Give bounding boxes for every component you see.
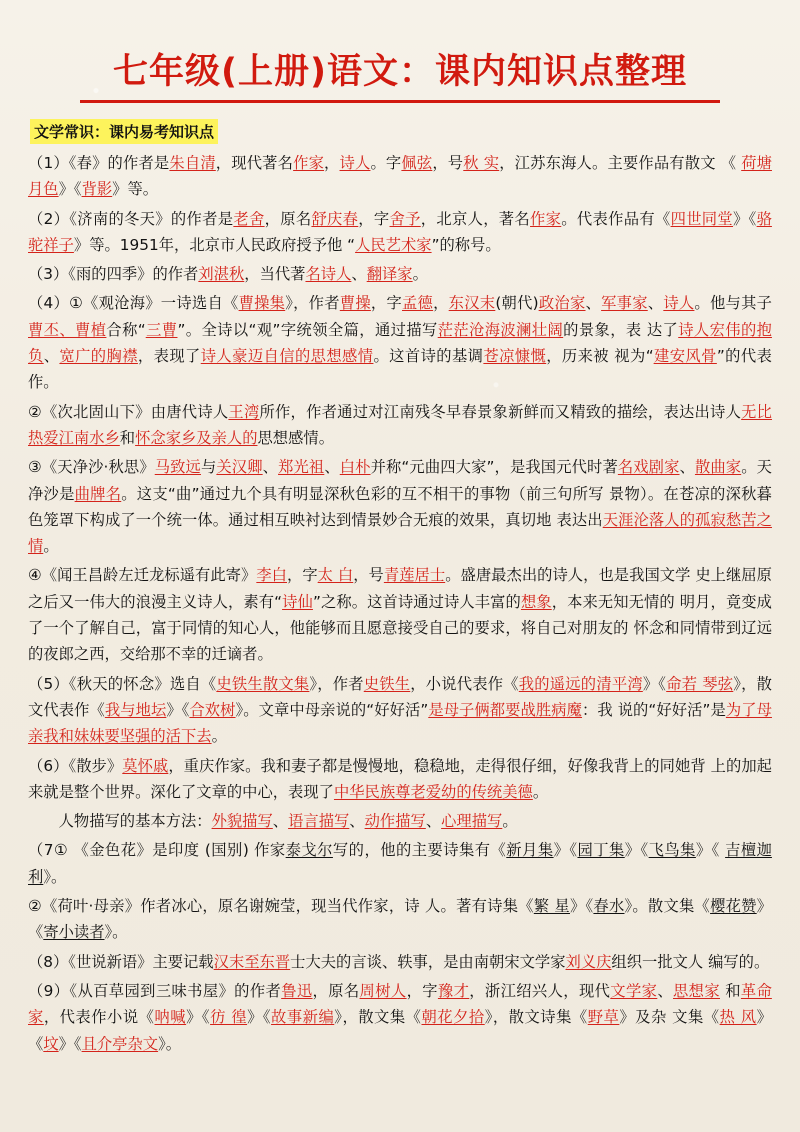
text-run: （7① 《金色花》是印度 (国别) 作家	[28, 841, 286, 860]
highlight-term: 想象	[520, 592, 552, 611]
text-run: 、	[425, 812, 442, 831]
highlight-term: 呐喊	[154, 1008, 187, 1027]
document-body	[28, 150, 772, 1057]
highlight-term: 军事家	[601, 294, 648, 313]
highlight-term: 怀念家乡及亲人的	[135, 428, 258, 447]
page-title: 七年级(上册)语文：课内知识点整理	[113, 52, 687, 92]
text-run: 》。散文集《	[624, 897, 711, 916]
text-run: ，表现了	[137, 347, 201, 366]
text-run: 、	[657, 981, 673, 1000]
text-run: 。字	[370, 154, 402, 172]
text-run: 。	[211, 727, 227, 746]
highlight-term: 春水	[593, 897, 625, 916]
highlight-term: 人民艺术家	[355, 235, 432, 254]
highlight-term: 背影	[81, 180, 113, 199]
text-run: 和	[720, 981, 741, 1000]
text-run: （9）《从百草园到三味书屋》的作者	[28, 981, 282, 1000]
highlight-term: 政治家	[538, 294, 586, 313]
highlight-term: 寄小读者	[43, 923, 105, 942]
text-run: 》《	[28, 897, 772, 942]
highlight-term: 周树人	[359, 981, 407, 1000]
highlight-term: 诗人宏伟的抱负	[28, 320, 772, 366]
text-run: （8）《世说新语》主要记载	[28, 952, 214, 971]
text-run: 》《	[569, 897, 594, 916]
highlight-term: 鲁迅	[281, 981, 313, 1000]
text-run: （2）《济南的冬天》的作者是	[28, 209, 234, 228]
knowledge-paragraph	[28, 978, 772, 1057]
text-run: 写的，他的主要诗集有《	[332, 841, 507, 860]
text-run: 》《	[247, 1008, 272, 1027]
highlight-term: 无比热爱江南水乡	[28, 402, 772, 447]
text-run: 》，散文集《	[334, 1008, 422, 1027]
highlight-term: 故事新编	[271, 1008, 335, 1027]
highlight-term: 汉末至东晋	[213, 952, 291, 971]
highlight-term: 曲牌名	[74, 484, 122, 503]
text-run: 。这首诗的基调	[373, 347, 484, 366]
text-run: ，浙江绍兴人，现代	[469, 981, 611, 1000]
highlight-term: 朝花夕拾	[421, 1008, 485, 1027]
text-run: 并称“元曲四大家”，是我国元代时著	[370, 458, 618, 477]
text-run: 。	[502, 812, 518, 831]
text-run: 。	[532, 782, 549, 801]
highlight-term: 建安风骨	[653, 347, 717, 366]
text-run: （5）《秋天的怀念》选自《	[28, 674, 217, 693]
highlight-term: 史铁生	[363, 674, 411, 693]
text-run: 》等。	[112, 180, 159, 199]
highlight-term: 文学家	[610, 981, 658, 1000]
text-run: ，原名	[264, 209, 312, 228]
text-run: ，当代著	[244, 265, 306, 284]
highlight-term: 彷 徨	[210, 1008, 248, 1027]
highlight-term: 热 风	[719, 1008, 757, 1027]
text-run: 。代表作品有《	[561, 209, 671, 228]
highlight-term: 王湾	[228, 402, 260, 421]
highlight-term: 泰戈尔	[285, 841, 333, 860]
text-run: 。	[412, 265, 428, 284]
highlight-term: 史铁生散文集	[216, 674, 310, 693]
text-run: 》《	[28, 1008, 772, 1053]
text-run: ，	[433, 294, 449, 313]
knowledge-paragraph	[28, 562, 772, 667]
text-run: 。他与其子	[694, 294, 772, 313]
text-run: 人物描写的基本方法：	[58, 812, 212, 831]
text-run: 》，作者	[309, 674, 364, 693]
text-run: ”之称。这首诗通过诗人丰富的	[312, 592, 521, 611]
highlight-term: 翻译家	[366, 265, 413, 284]
text-run: ，号	[353, 566, 384, 585]
highlight-term: 舍予	[389, 209, 421, 228]
text-run: 、	[272, 812, 289, 831]
text-run: 》《	[58, 180, 82, 199]
knowledge-paragraph	[28, 290, 772, 395]
highlight-term: 曹丕、曹植	[28, 320, 107, 339]
knowledge-paragraph	[28, 753, 772, 806]
text-run: ，字	[406, 981, 438, 1000]
text-run: 》。	[158, 1034, 182, 1053]
highlight-term: 佩弦	[401, 154, 433, 172]
highlight-term: 新月集	[506, 841, 554, 860]
highlight-term: 为了母亲我和妹妹要坚强的活下去	[28, 700, 772, 746]
highlight-term: 作家	[530, 209, 562, 228]
highlight-term: 动作描写	[364, 812, 426, 831]
knowledge-paragraph	[28, 949, 772, 975]
highlight-term: 天涯沦落人的孤寂愁苦之情	[28, 510, 772, 556]
text-run: ”的称号。	[431, 235, 501, 254]
text-run: ③《天净沙·秋思》	[28, 458, 155, 477]
text-run: ，	[324, 154, 340, 172]
highlight-term: 作家	[293, 154, 325, 172]
knowledge-paragraph	[28, 808, 772, 834]
text-run: 和	[119, 428, 136, 447]
highlight-term: 茫茫沧海波澜壮阔	[437, 320, 564, 339]
text-run: 思想感情。	[257, 428, 334, 447]
text-run: （3）《雨的四季》的作者	[28, 265, 199, 284]
highlight-term: 东汉末	[448, 294, 496, 313]
highlight-term: 樱花赞	[710, 897, 757, 916]
text-run: 》《	[733, 209, 757, 228]
text-run: ，江苏东海人。主要作品有散文 《	[499, 154, 742, 172]
text-run: ：我 说的“好好活”是	[582, 700, 726, 719]
highlight-term: 苍凉慷慨	[483, 347, 547, 366]
text-run: 》《	[642, 674, 667, 693]
text-run: 》，作者	[285, 294, 340, 313]
highlight-term: 是母子俩都要战胜病魔	[428, 700, 583, 719]
knowledge-paragraph	[28, 454, 772, 559]
text-run: 、	[349, 812, 365, 831]
text-run: ，原名	[312, 981, 360, 1000]
text-run: ②《荷叶·母亲》作者冰心，原名谢婉莹，现当代作家，诗 人。著有诗集《	[28, 897, 534, 916]
highlight-term: 外貌描写	[211, 812, 273, 831]
highlight-term: 吉檀迦利	[28, 841, 772, 886]
knowledge-paragraph	[28, 837, 772, 890]
section-tag: 文学常识：课内易考知识点	[30, 119, 218, 144]
text-run: 。盛唐最杰出的诗人，也是我国文学 史上继屈原之后又一伟大的浪漫主义诗人，素有“	[28, 566, 772, 611]
text-run: ，小说代表作《	[410, 674, 519, 693]
title-underline	[80, 100, 720, 103]
text-run: ②《次北固山下》由唐代诗人	[28, 402, 229, 421]
highlight-term: 合欢树	[189, 700, 236, 719]
highlight-term: 白朴	[339, 458, 371, 477]
section-tag-wrap	[28, 117, 772, 150]
text-run: 组织一批文人 编写的。	[611, 952, 770, 971]
text-run: 》。文章中母亲说的“好好活”	[235, 700, 429, 719]
text-run: （1）《春》的作者是	[28, 154, 170, 172]
highlight-term: 诗人	[663, 294, 695, 313]
text-run: ④《闻王昌龄左迁龙标遥有此寄》	[28, 566, 257, 585]
text-run: 合称“	[106, 320, 146, 339]
highlight-term: 诗仙	[282, 592, 313, 611]
highlight-term: 太 白	[317, 566, 354, 585]
text-run: 与	[200, 458, 217, 477]
highlight-term: 曹操集	[238, 294, 286, 313]
highlight-term: 宽广的胸襟	[59, 347, 138, 366]
highlight-term: 坟	[43, 1034, 59, 1053]
text-run: 。天净沙是	[28, 458, 772, 503]
text-run: 、	[43, 347, 60, 366]
highlight-term: 我与地坛	[104, 700, 167, 719]
highlight-term: 心理描写	[441, 812, 503, 831]
highlight-term: 三曹	[145, 320, 178, 339]
highlight-term: 孟德	[402, 294, 434, 313]
text-run: ，现代著名	[215, 154, 294, 172]
highlight-term: 四世同堂	[670, 209, 734, 228]
text-run: 、	[647, 294, 664, 313]
highlight-term: 关汉卿	[216, 458, 263, 477]
highlight-term: 园丁集	[577, 841, 625, 860]
knowledge-paragraph	[28, 150, 772, 203]
text-run: 》，散文代表作《	[28, 674, 772, 719]
highlight-term: 豫才	[437, 981, 470, 1000]
text-run: 》《	[186, 1008, 211, 1027]
highlight-term: 诗人	[339, 154, 371, 172]
text-run: ，本来无知无情的 明月，竟变成了一个了解自己，富于同情的知心人，他能够而且愿意接受自己的要求，将自己对朋友的 怀念和同情带到辽远的夜郎之西，交给那不幸的迁谪者。	[28, 592, 772, 664]
highlight-term: 散曲家	[694, 458, 742, 477]
text-run: 》。	[43, 867, 67, 886]
text-run: 》《	[695, 841, 726, 860]
highlight-term: 且介亭杂文	[81, 1034, 159, 1053]
text-run: 》《	[624, 841, 649, 860]
knowledge-paragraph	[28, 261, 772, 287]
highlight-term: 舒庆春	[311, 209, 359, 228]
highlight-term: 野草	[587, 1008, 620, 1027]
text-run: ，号	[432, 154, 464, 172]
text-run: ”的代表作。	[28, 347, 772, 392]
text-run: 。	[43, 537, 59, 556]
text-run: （4）①《观沧海》一诗选自《	[28, 294, 239, 313]
highlight-term: 飞鸟集	[648, 841, 696, 860]
highlight-term: 革命家	[28, 981, 772, 1027]
knowledge-paragraph	[28, 671, 772, 750]
highlight-term: 诗人豪迈自信的思想感情	[200, 347, 374, 366]
text-run: 、	[351, 265, 367, 284]
highlight-term: 命若 琴弦	[666, 674, 734, 693]
highlight-term: 马致远	[154, 458, 201, 477]
text-run: ，字	[358, 209, 390, 228]
highlight-term: 李白	[256, 566, 287, 585]
highlight-term: 青莲居士	[383, 566, 446, 585]
highlight-term: 名戏剧家	[617, 458, 680, 477]
highlight-term: 刘义庆	[565, 952, 612, 971]
text-run: ，代表作小说《	[43, 1008, 155, 1027]
text-run: （6）《散步》	[28, 756, 123, 775]
text-run: 、	[324, 458, 340, 477]
knowledge-paragraph	[28, 893, 772, 946]
text-run: ”。全诗以“观”字统领全篇，通过描写	[177, 320, 438, 339]
highlight-term: 荷塘月色	[28, 154, 772, 199]
text-run: 、	[262, 458, 279, 477]
text-run: 》《	[58, 1034, 82, 1053]
text-run: 所作，作者通过对江南残冬早春景象新鲜而又精致的描绘，表达出诗人	[259, 402, 742, 421]
text-run: ，历来被 视为“	[546, 347, 654, 366]
text-run: 》及杂 文集《	[619, 1008, 720, 1027]
text-run: ，重庆作家。我和妻子都是慢慢地，稳稳地，走得很仔细，好像我背上的同她背 上的加起来就是整个世界。深化了文章的中心，表现了	[28, 756, 772, 801]
knowledge-paragraph	[28, 399, 772, 452]
highlight-term: 秋 实	[463, 154, 500, 172]
text-run: 的景象，表 达了	[563, 320, 679, 339]
highlight-term: 骆驼祥子	[28, 209, 772, 254]
highlight-term: 思想家	[672, 981, 720, 1000]
text-run: ，北京人，著名	[420, 209, 531, 228]
highlight-term: 我的遥远的清平湾	[518, 674, 643, 693]
text-run: 》，散文诗集《	[484, 1008, 588, 1027]
highlight-term: 朱自清	[169, 154, 216, 172]
text-run: 士大夫的言谈、轶事，是由南朝宋文学家	[290, 952, 566, 971]
highlight-term: 曹操	[339, 294, 371, 313]
text-run: ，字	[370, 294, 402, 313]
highlight-term: 老舍	[233, 209, 265, 228]
highlight-term: 名诗人	[305, 265, 352, 284]
text-run: 》。	[104, 923, 128, 942]
highlight-term: 莫怀戚	[122, 756, 169, 775]
text-run: 》《	[553, 841, 578, 860]
text-run: ，字	[287, 566, 318, 585]
knowledge-paragraph	[28, 206, 772, 259]
text-run: 》《	[166, 700, 190, 719]
text-run: 、	[679, 458, 695, 477]
text-run: (朝代)	[495, 294, 539, 313]
highlight-term: 语言描写	[288, 812, 350, 831]
highlight-term: 繁 星	[533, 897, 570, 916]
text-run: 》等。1951年，北京市人民政府授予他 “	[73, 235, 356, 254]
highlight-term: 刘湛秋	[198, 265, 245, 284]
highlight-term: 郑光祖	[278, 458, 325, 477]
text-run: 。这支“曲”通过九个具有明显深秋色彩的互不相干的事物（前三句所写 景物）。在苍凉的深秋暮色笼罩下构成了一个统一体。通过相互映衬达到情景妙合无痕的效果，真切地 表达出	[28, 484, 772, 529]
text-run: 、	[585, 294, 602, 313]
highlight-term: 中华民族尊老爱幼的传统美德	[333, 782, 533, 801]
